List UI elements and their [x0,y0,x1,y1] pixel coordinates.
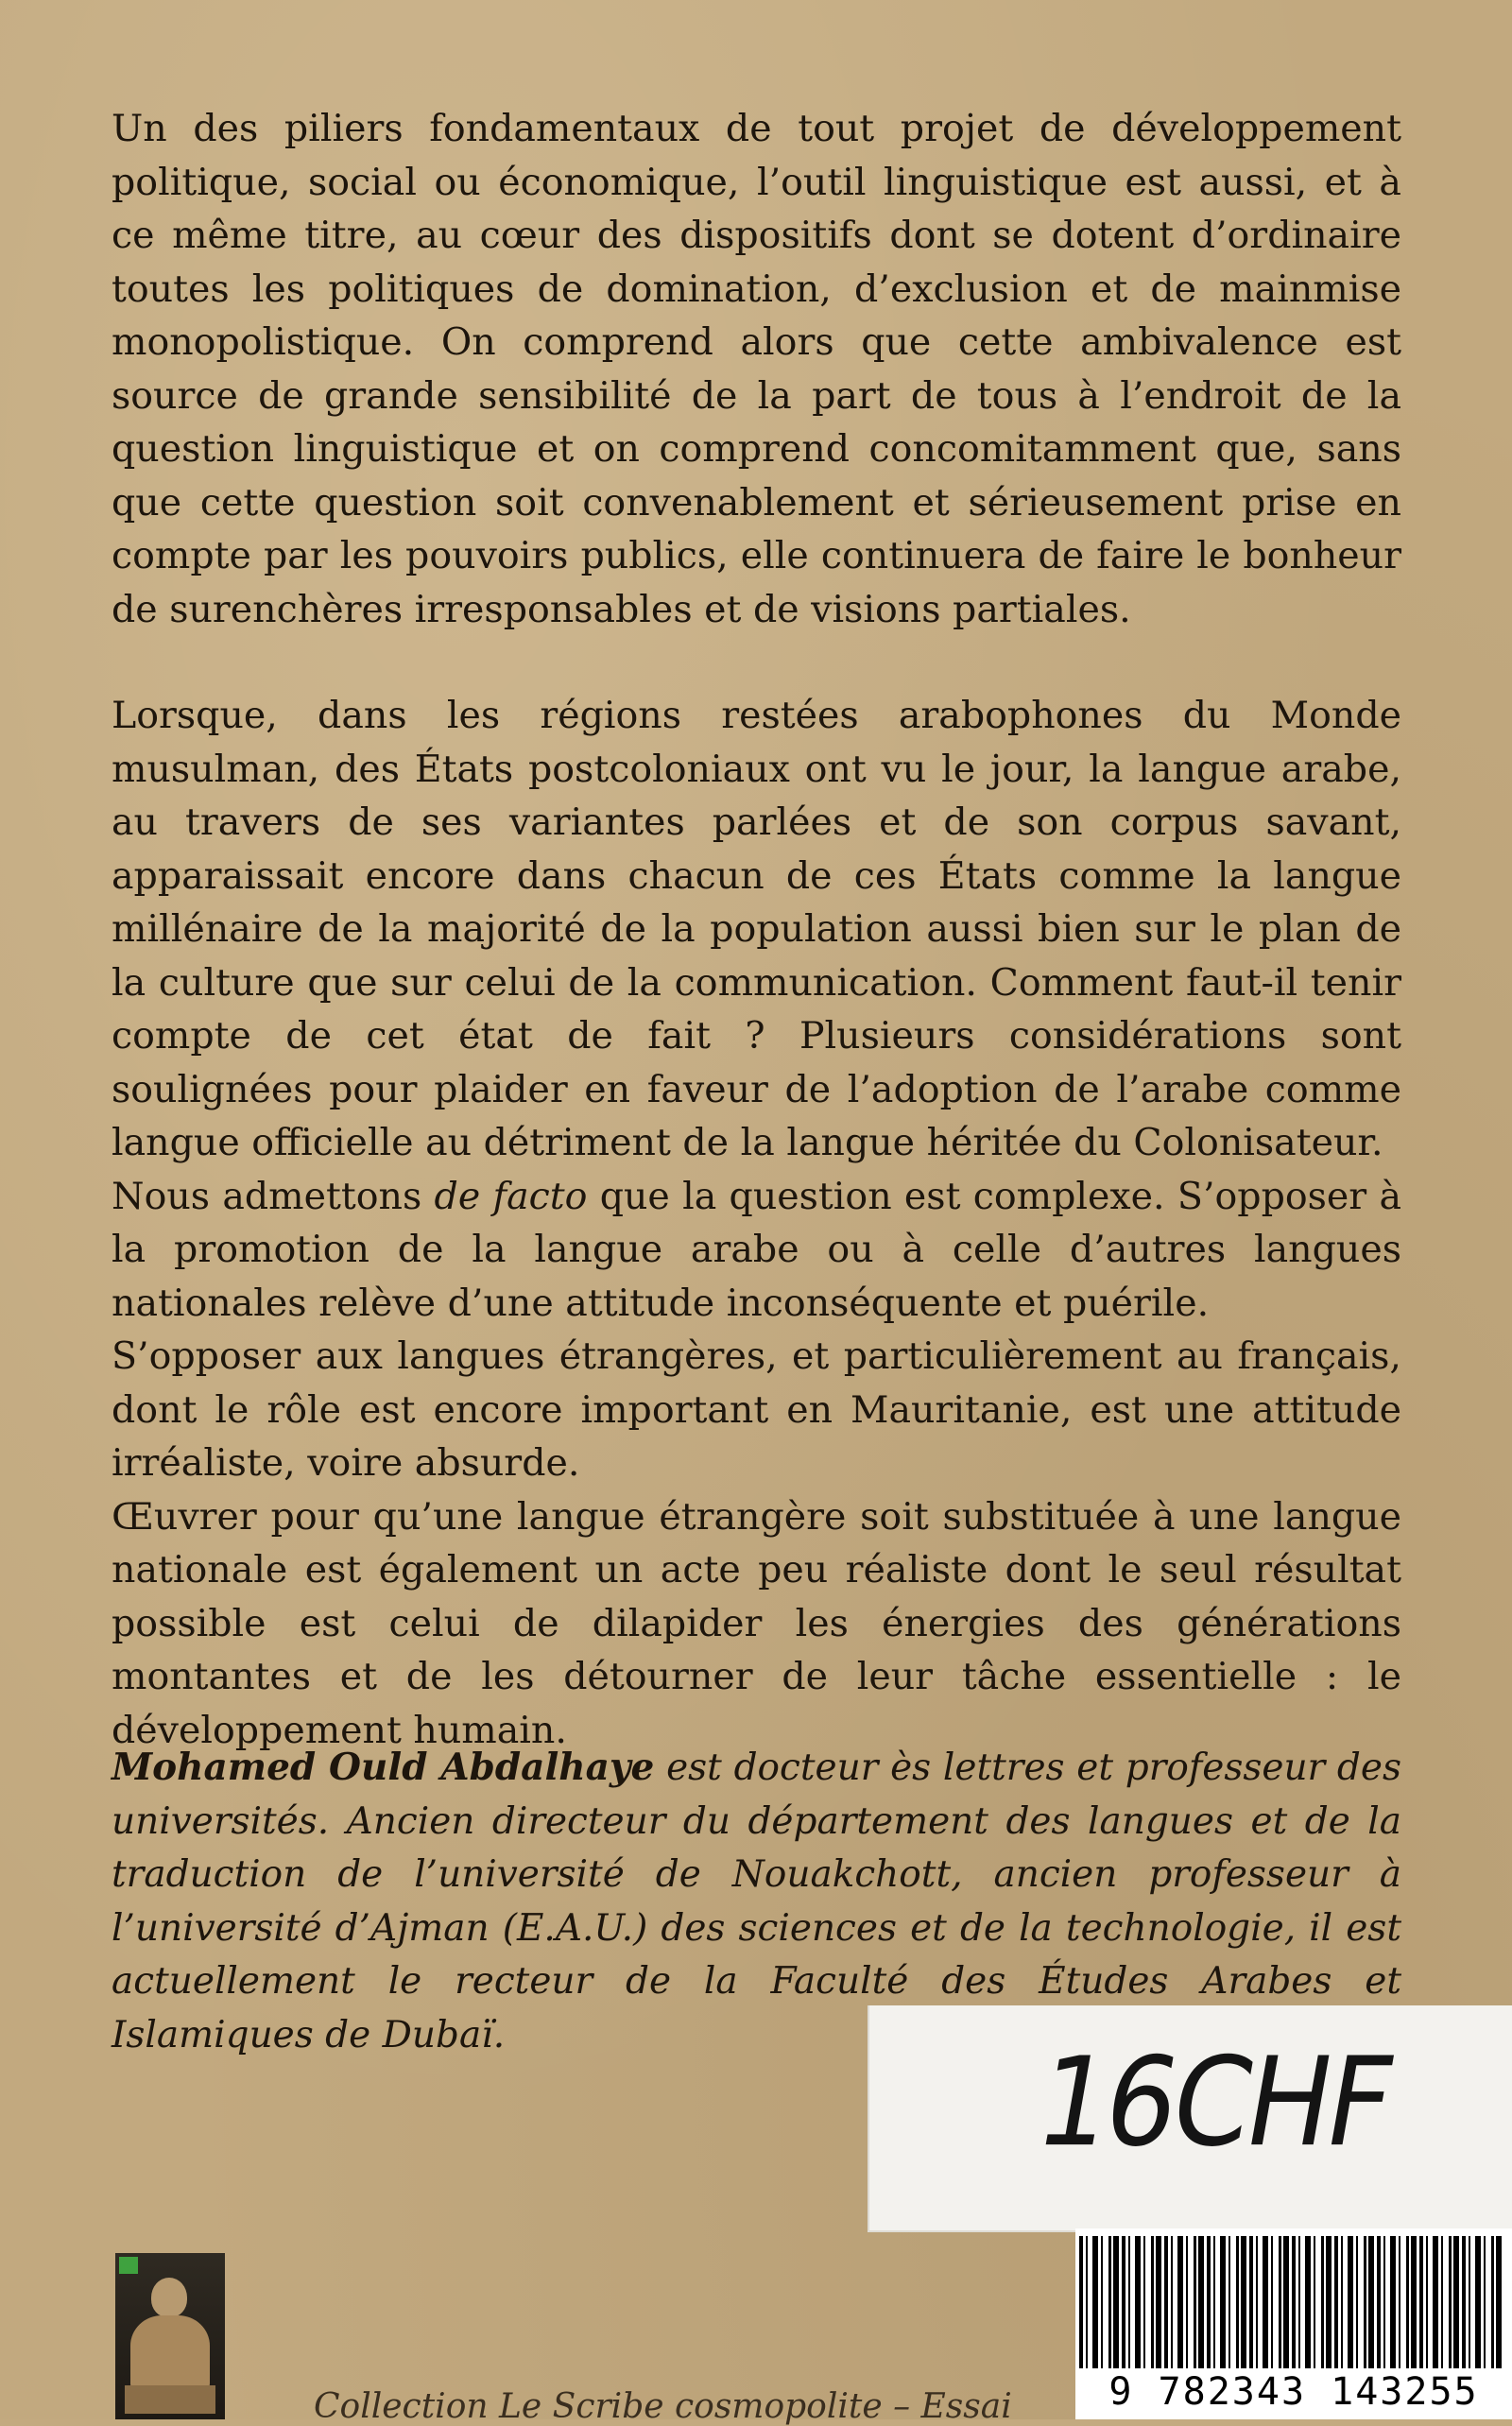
scribe-statue-body [130,2315,210,2391]
blurb-paragraph-1: Un des piliers fondamentaux de tout projet de développement politique, social ou économique, l’outil linguistique est aussi, et à ce même titre, au cœur des dispositifs dont se dotent d’ordinaire toutes les politiques de domination, d’exclusion et de mainmise monopolistique. On comprend alors que cette ambivalence est source de grande sensibilité de la part de tous à l’endroit de la question linguistique et on comprend concomitamment que, sans que cette question soit convenablement et sérieusement prise en compte par les pouvoirs publics, elle continuera de faire le bonheur de surenchères irresponsables et de visions partiales. [112,107,1401,631]
p3-rest: que la question est complexe. S’opposer à la promotion de la langue arabe ou à celle d’autres langues nationales relève d’une attitude inconséquente et puérile. [112,1174,1401,1325]
blurb-paragraph-5: Œuvrer pour qu’une langue étrangère soit substituée à une langue nationale est également un acte peu réaliste dont le seul résultat possible est celui de dilapider les énergies des générations montantes et de les détourner de leur tâche essentielle : le développement humain. [112,1494,1401,1752]
scribe-statue-base [125,2385,215,2414]
green-badge-icon [119,2257,138,2274]
p3-lead: Nous admettons [112,1174,435,1218]
price-handwritten: 16CHF [1026,2030,1401,2174]
collection-name: Collection Le Scribe cosmopolite – Essai [314,2387,1012,2426]
scribe-statue-icon [151,2278,187,2317]
p3-italic-term: de facto [434,1174,588,1218]
blurb-paragraph-2: Lorsque, dans les régions restées arabophones du Monde musulman, des États postcoloniaux ont vu le jour, la langue arabe, au travers de ses variantes parlées et de son corpus savant, apparaissait encore dans chacun de ces États comme la langue millénaire de la majorité de la population aussi bien sur le plan de la culture que sur celui de la communication. Comment faut-il tenir compte de cet état de fait ? Plusieurs considérations sont soulignées pour plaider en faveur de l’adoption de l’arabe comme langue officielle au détriment de la langue héritée du Colonisateur. [112,694,1401,1164]
publisher-logo [115,2253,225,2419]
author-bio-text: est docteur ès lettres et professeur des universités. Ancien directeur du département des langues et de la traduction de l’université de Nouakchott, ancien professeur à l’université d’Ajman (E.A.U.) des sciences et de la technologie, il est actuellement le recteur de la Faculté des Études Arabes et Islamiques de Dubaï. [112,1746,1401,2056]
blurb-paragraph-4: S’opposer aux langues étrangères, et particulièrement au français, dont le rôle est encore important en Mauritanie, est une attitude irréaliste, voire absurde. [112,1334,1401,1485]
blurb-paragraph-3 [112,1170,1401,1331]
isbn-number: 9 782343 143255 [1108,2370,1479,2414]
barcode [1075,2228,1512,2419]
author-name: Mohamed Ould Abdalhaye [112,1746,655,1789]
barcode-bars-icon [1079,2236,1504,2368]
blurb-text [112,102,1401,1757]
paragraph-gap [112,636,1401,689]
